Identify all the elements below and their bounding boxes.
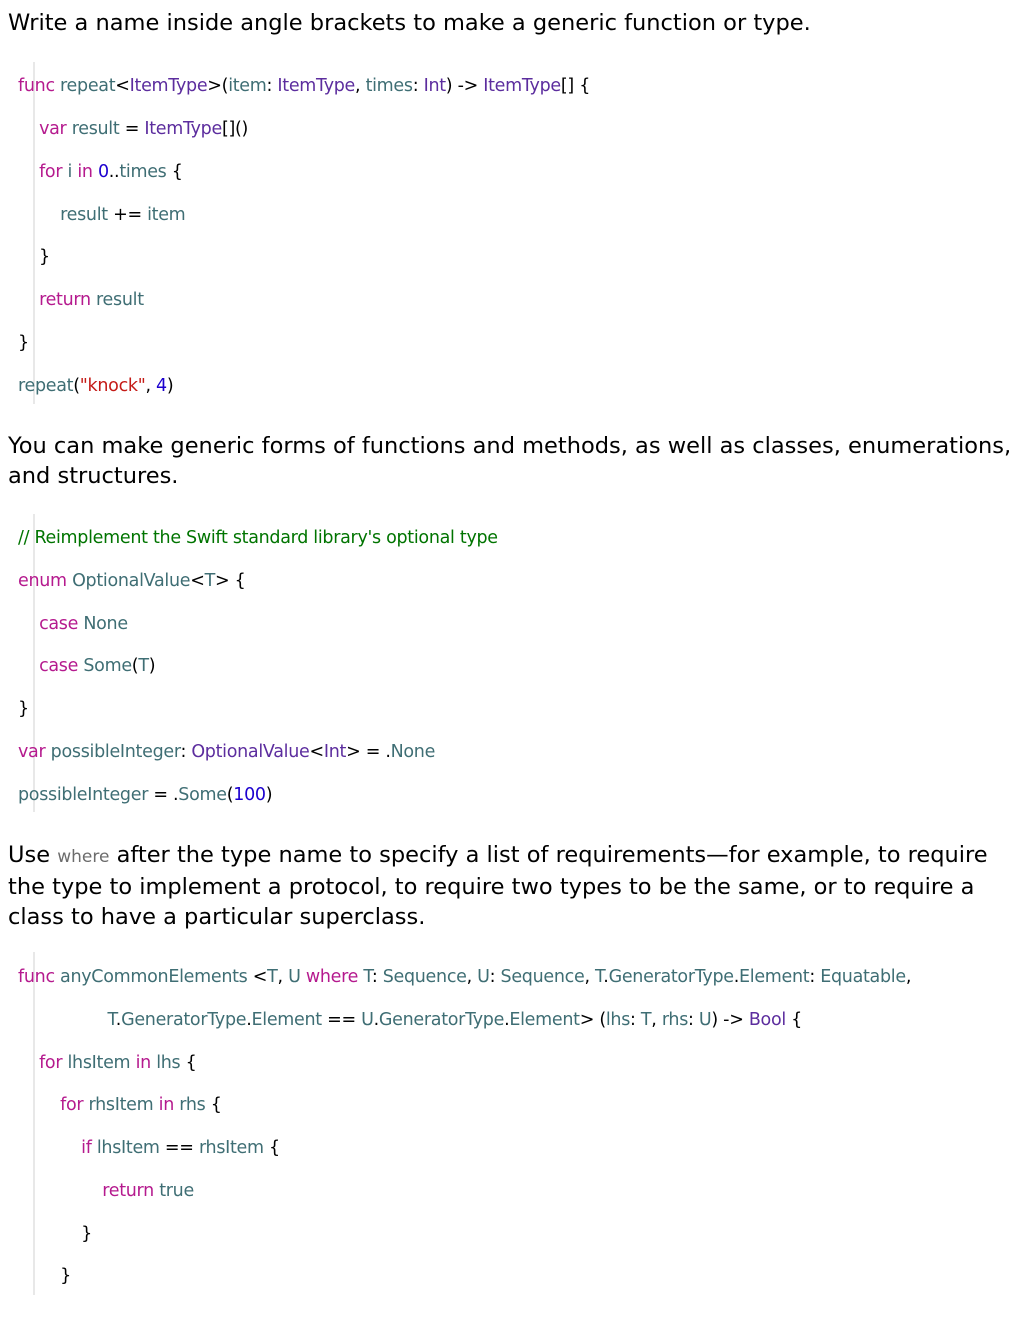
code-token: >( [207,76,229,96]
code-token: = [119,119,145,139]
inline-code-where: where [57,847,110,867]
code-token: times [119,162,167,182]
code-token: ItemType [129,76,208,96]
code-line [18,1052,196,1074]
code-token: lhs [605,1010,631,1030]
code-token: T [594,967,604,987]
code-token: Element [739,967,810,987]
paragraph-line: class to have a particular superclass. [8,904,426,930]
code-token: . [603,967,609,987]
code-token: [] { [560,76,591,96]
code-token: > = . [346,742,391,762]
code-token: . [115,1010,122,1030]
code-token: > { [214,571,246,591]
code-token: , [905,967,912,987]
code-token: } [18,1266,71,1286]
code-token: > ( [579,1010,606,1030]
code-token: { [180,1053,197,1073]
code-line [18,1180,194,1202]
code-token: GeneratorType [378,1010,505,1030]
code-token: Bool [748,1010,786,1030]
code-token: 4 [156,376,167,396]
code-token: . [246,1010,252,1030]
code-token: None [83,614,128,634]
code-line [18,613,128,635]
code-token: ) [265,785,273,805]
code-line [18,246,50,268]
code-token: rhs [661,1010,689,1030]
code-token: func [18,76,55,96]
code-token: : [809,967,821,987]
code-token: U [698,1010,712,1030]
code-token [18,656,39,676]
code-line [18,332,29,354]
code-line [18,1009,802,1031]
code-token: enum [18,571,67,591]
code-token: rhsItem [198,1138,264,1158]
code-token: } [18,699,29,719]
code-token: var [39,119,67,139]
code-line [18,118,248,140]
code-line [18,698,29,720]
code-token: ( [73,376,80,396]
code-token: == [321,1010,362,1030]
code-token: , [651,1010,662,1030]
paragraph-generic-intro: Write a name inside angle brackets to make a generic function or type. [8,10,811,36]
code-token: T [363,967,372,987]
code-token: Sequence [382,967,467,987]
paragraph-generic-forms [8,431,1013,491]
code-token: Some [83,656,132,676]
code-block-gutter [33,62,35,404]
code-token: T [107,1010,116,1030]
code-line [18,655,155,677]
code-token: : [489,967,501,987]
code-token: in [77,162,93,182]
code-token [18,1181,102,1201]
code-token: 100 [233,785,266,805]
code-token: possibleInteger [18,785,149,805]
code-token [18,1010,107,1030]
code-token: Element [251,1010,322,1030]
code-token: { [166,162,183,182]
code-line [18,75,590,97]
code-token: : [412,76,424,96]
code-token: if [81,1138,92,1158]
code-token: func [18,967,55,987]
code-token: = . [148,785,179,805]
code-token: result [96,290,144,310]
code-token: < [247,967,268,987]
code-token: lhsItem [67,1053,131,1073]
code-token: T [640,1010,652,1030]
code-line [18,1094,222,1116]
code-token: { [263,1138,280,1158]
code-token: , [466,967,478,987]
code-token: , [355,76,366,96]
code-line [18,966,911,988]
code-token: Equatable [820,967,906,987]
code-token: in [135,1053,151,1073]
code-token: < [190,571,205,591]
code-token: var [18,742,46,762]
code-token: lhsItem [96,1138,160,1158]
code-token [18,1053,39,1073]
code-token: OptionalValue [72,571,191,591]
code-line [18,570,245,592]
code-token: U [288,967,301,987]
code-line [18,1265,71,1287]
code-token: i [67,162,73,182]
code-token: ItemType [144,119,222,139]
code-token: for [39,1053,63,1073]
code-token: { [205,1095,222,1115]
code-token: ItemType [277,76,356,96]
code-token: Sequence [500,967,585,987]
code-line [18,375,173,397]
code-token: OptionalValue [191,742,310,762]
code-token: ) [148,656,156,676]
code-token: } [18,247,50,267]
code-token: ) -> [445,76,484,96]
code-token: item [228,76,267,96]
code-token: for [60,1095,84,1115]
code-token: } [18,333,29,353]
code-token: T [138,656,149,676]
code-token: += [107,205,148,225]
code-token: < [309,742,324,762]
code-token: case [39,656,79,676]
code-token: { [785,1010,803,1030]
code-token: ItemType [483,76,561,96]
code-token: for [39,162,63,182]
code-token: Int [323,742,347,762]
code-token: . [733,967,739,987]
code-token: "knock" [79,376,146,396]
paragraph-line: You can make generic forms of functions and methods, as well as classes, enumerations, [8,433,1012,459]
code-token: ( [226,785,234,805]
code-token: Int [423,76,446,96]
code-token: , [584,967,595,987]
code-token: possibleInteger [50,742,181,762]
code-token [18,205,60,225]
code-token: } [18,1224,92,1244]
code-token: U [361,1010,374,1030]
code-token: : [371,967,383,987]
code-token: result [71,119,120,139]
code-token: // Reimplement the Swift standard library's optional type [18,528,498,548]
code-token: return [39,290,91,310]
code-token: .. [108,162,120,182]
code-token: case [39,614,79,634]
code-token: true [159,1181,194,1201]
code-token: []() [221,119,249,139]
code-line [18,161,183,183]
code-token: rhs [179,1095,206,1115]
code-token: , [277,967,289,987]
paragraph-where-clause [8,840,1013,932]
code-token: where [305,967,359,987]
code-token: result [60,205,108,225]
code-token: T [204,571,215,591]
code-token: anyCommonElements [60,967,248,987]
code-token: ) -> [711,1010,749,1030]
code-token: lhs [156,1053,181,1073]
code-line [18,527,498,549]
code-token: in [158,1095,175,1115]
code-token: repeat [18,376,74,396]
code-token [18,119,39,139]
code-line [18,741,435,763]
paragraph-line: the type to implement a protocol, to require two types to be the same, or to require a [8,874,975,900]
paragraph-text: Use [8,842,51,868]
code-line [18,1137,280,1159]
code-token [18,162,39,182]
code-token: < [115,76,130,96]
code-token: ( [131,656,139,676]
code-token: : [688,1010,699,1030]
code-token [18,1095,60,1115]
code-token: return [102,1181,154,1201]
code-token: : [630,1010,641,1030]
code-token: == [159,1138,199,1158]
code-token: GeneratorType [121,1010,247,1030]
code-token: . [504,1010,510,1030]
paragraph-line: and structures. [8,463,179,489]
code-token: : [266,76,278,96]
code-token: . [373,1010,379,1030]
code-token: T [267,967,278,987]
code-token: Some [178,785,227,805]
code-token: times [365,76,413,96]
code-token [18,1138,81,1158]
code-token: 0 [97,162,109,182]
paragraph-text: after the type name to specify a list of requirements—for example, to require [116,842,988,868]
code-line [18,289,144,311]
code-token: Element [509,1010,580,1030]
code-token: repeat [60,76,116,96]
code-line [18,784,272,806]
code-token: GeneratorType [608,967,734,987]
code-token: , [145,376,156,396]
code-token: : [180,742,192,762]
code-token: ) [166,376,174,396]
code-token: U [477,967,490,987]
code-line [18,1223,92,1245]
code-token [18,614,39,634]
code-token [18,290,39,310]
code-line [18,204,185,226]
code-token: rhsItem [88,1095,154,1115]
code-token: item [147,205,186,225]
code-token: None [390,742,436,762]
